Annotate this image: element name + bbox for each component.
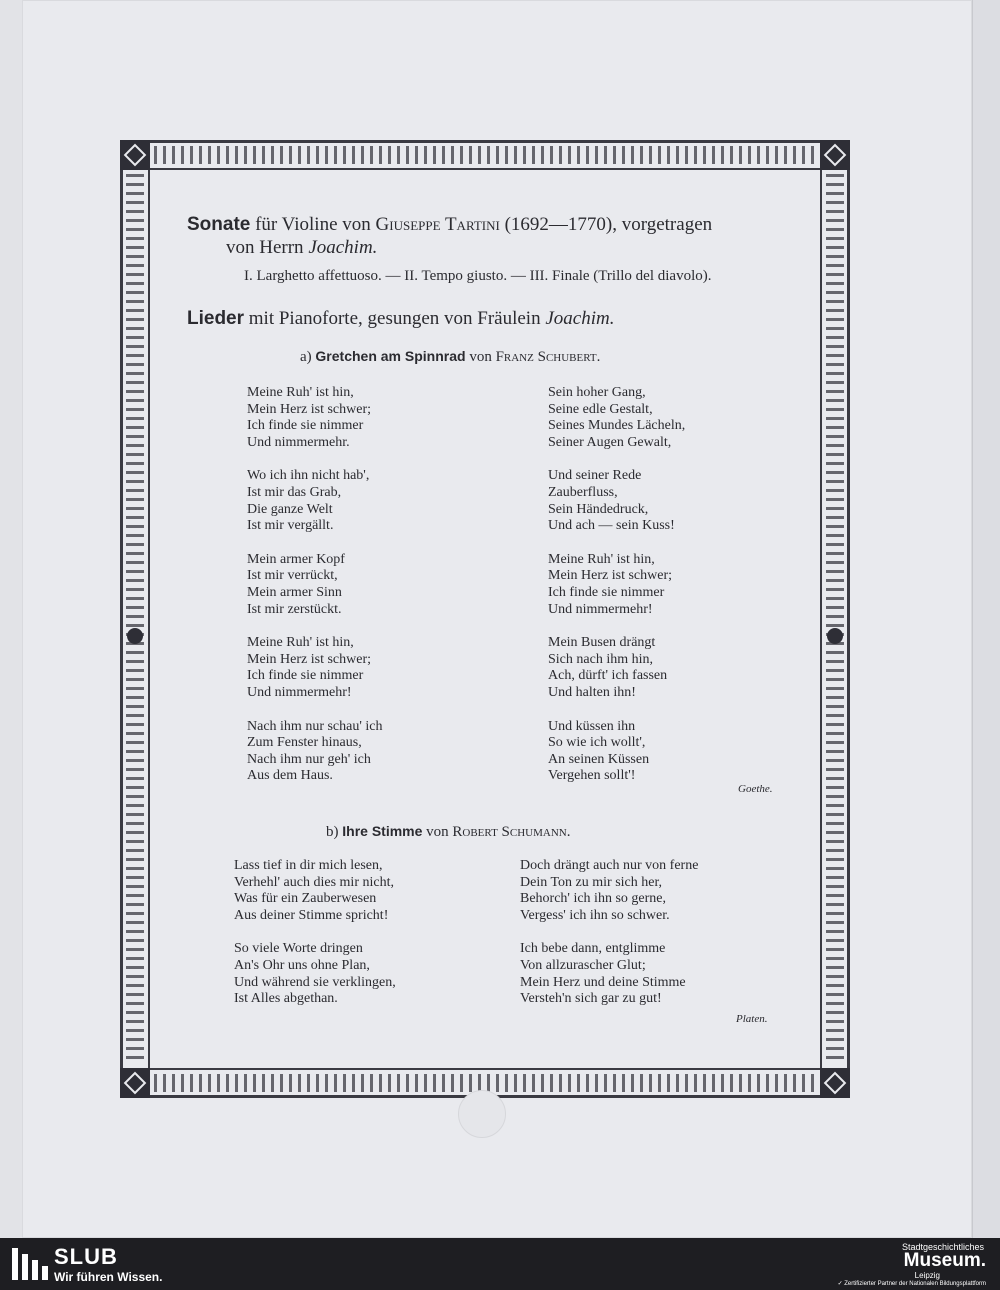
song-a-composer: Franz Schubert.: [495, 349, 601, 365]
verse-line: Und nimmermehr!: [247, 684, 352, 700]
sonate-label: Sonate: [187, 214, 251, 235]
museum-city: Leipzig: [914, 1271, 940, 1280]
embossed-stamp: [458, 1090, 506, 1138]
verse-line: Meine Ruh' ist hin,: [247, 635, 354, 651]
verse-line: Mein Herz ist schwer;: [548, 568, 673, 584]
verse-line: Und seiner Rede: [548, 468, 642, 484]
verse-line: Ist mir das Grab,: [247, 484, 342, 500]
verse-line: Ich bebe dann, entglimme: [520, 941, 666, 957]
lieder-label: Lieder: [187, 308, 245, 329]
sonate-text: für Violine von: [255, 214, 371, 235]
museum-name[interactable]: Museum.: [903, 1250, 986, 1271]
verse-line: Seine edle Gestalt,: [548, 401, 653, 417]
next-page-edge: [972, 0, 1000, 1238]
song-a-author: Goethe.: [738, 783, 773, 795]
verse-line: Sich nach ihm hin,: [548, 651, 653, 667]
verse-line: Und küssen ihn: [548, 718, 636, 734]
verse-line: Meine Ruh' ist hin,: [548, 551, 655, 567]
stanza: [548, 385, 685, 451]
verse-line: Lass tief in dir mich lesen,: [234, 858, 383, 873]
verse-line: Ich finde sie nimmer: [247, 418, 364, 434]
corner-ornament-icon: [820, 140, 850, 170]
sonate-performer: Joachim.: [308, 237, 378, 258]
verse-line: An seinen Küssen: [548, 751, 650, 767]
verse-line: Aus deiner Stimme spricht!: [234, 907, 389, 923]
song-b-left-column: [234, 858, 396, 1025]
library-tagline: Wir führen Wissen.: [54, 1270, 163, 1284]
verse-line: Meine Ruh' ist hin,: [247, 385, 354, 400]
song-b-composer: Robert Schumann.: [452, 824, 571, 840]
rosette-ornament-icon: [127, 628, 143, 644]
verse-line: So wie ich wollt',: [548, 735, 646, 751]
song-a-title: Gretchen am Spinnrad: [315, 348, 466, 364]
frame-band-top: [154, 146, 816, 164]
verse-line: Verhehl' auch dies mir nicht,: [234, 874, 394, 890]
verse-line: Behorch' ich ihn so gerne,: [520, 891, 666, 907]
verse-line: Und ach — sein Kuss!: [548, 518, 675, 534]
verse-line: Und während sie verklingen,: [234, 974, 396, 990]
stanza: [234, 858, 396, 924]
verse-line: Ist mir vergällt.: [247, 518, 334, 534]
library-name[interactable]: SLUB: [54, 1244, 118, 1269]
song-a-heading: [300, 348, 600, 366]
corner-ornament-icon: [120, 1068, 150, 1098]
verse-line: Und halten ihn!: [548, 684, 636, 700]
stanza: [548, 552, 685, 618]
stanza: [234, 941, 396, 1007]
sonate-composer: Giuseppe Tartini: [375, 214, 500, 235]
verse-line: Sein Händedruck,: [548, 501, 649, 517]
verse-line: Mein armer Sinn: [247, 584, 342, 600]
stanza: [247, 635, 382, 701]
verse-line: Vergehen sollt'!: [548, 768, 636, 784]
sonate-performer-line: [226, 237, 377, 259]
verse-line: Ist mir verrückt,: [247, 568, 338, 584]
verse-line: Und nimmermehr!: [548, 601, 653, 617]
song-a-von: von: [469, 349, 492, 365]
verse-line: Ist Alles abgethan.: [234, 991, 338, 1007]
verse-line: Mein Herz ist schwer;: [247, 401, 372, 417]
lieder-text: mit Pianoforte, gesungen von Fräulein: [248, 308, 541, 329]
song-a-prefix: a): [300, 349, 312, 365]
verse-line: Seiner Augen Gewalt,: [548, 434, 672, 450]
stanza: [247, 719, 382, 785]
lieder-heading: [187, 308, 614, 330]
sonate-heading: [187, 214, 712, 236]
stanza: [247, 552, 382, 618]
verse-line: Und nimmermehr.: [247, 434, 350, 450]
stanza: [548, 719, 685, 785]
verse-line: Ist mir zerstückt.: [247, 601, 342, 617]
verse-line: Was für ein Zauberwesen: [234, 891, 377, 907]
song-b-right-column: [520, 858, 698, 1025]
frame-band-right: [826, 174, 844, 1064]
sonate-performer-prefix: von Herrn: [226, 237, 304, 258]
song-a-right-column: [548, 385, 685, 802]
frame-band-left: [126, 174, 144, 1064]
stanza: [520, 858, 698, 924]
verse-line: Ach, dürft' ich fassen: [548, 668, 668, 684]
verse-line: Die ganze Welt: [247, 501, 333, 517]
verse-line: Zum Fenster hinaus,: [247, 735, 362, 751]
verse-line: Ich finde sie nimmer: [247, 668, 364, 684]
verse-line: Mein Busen drängt: [548, 635, 656, 651]
verse-line: An's Ohr uns ohne Plan,: [234, 957, 370, 973]
verse-line: Zauberfluss,: [548, 484, 618, 500]
sonate-movements: I. Larghetto affettuoso. — II. Tempo giusto. — III. Finale (Trillo del diavolo).: [244, 268, 712, 284]
verse-line: Doch drängt auch nur von ferne: [520, 858, 699, 873]
verse-line: Von allzurascher Glut;: [520, 957, 646, 973]
verse-line: Mein Herz und deine Stimme: [520, 974, 686, 990]
verse-line: Versteh'n sich gar zu gut!: [520, 991, 662, 1007]
verse-line: Mein armer Kopf: [247, 551, 345, 567]
song-b-title: Ihre Stimme: [342, 823, 423, 839]
verse-line: Nach ihm nur schau' ich: [247, 718, 383, 734]
verse-line: Aus dem Haus.: [247, 768, 333, 784]
stanza: [247, 385, 382, 451]
lieder-performer: Joachim.: [545, 308, 615, 329]
song-a-left-column: [247, 385, 382, 802]
stanza: [548, 468, 685, 534]
song-b-prefix: b): [326, 824, 339, 840]
stanza: [548, 635, 685, 701]
verse-line: Dein Ton zu mir sich her,: [520, 874, 663, 890]
rosette-ornament-icon: [827, 628, 843, 644]
sonate-dates: (1692—1770), vorgetragen: [504, 214, 713, 235]
verse-line: Vergess' ich ihn so schwer.: [520, 907, 670, 923]
verse-line: Ich finde sie nimmer: [548, 584, 665, 600]
verse-line: So viele Worte dringen: [234, 941, 363, 957]
stanza: [520, 941, 698, 1007]
museum-certification: ✓ Zertifizierter Partner der Nationalen Bildungsplattform: [837, 1281, 986, 1287]
corner-ornament-icon: [120, 140, 150, 170]
verse-line: Sein hoher Gang,: [548, 385, 646, 400]
stanza: [247, 468, 382, 534]
verse-line: Nach ihm nur geh' ich: [247, 751, 371, 767]
verse-line: Seines Mundes Lächeln,: [548, 418, 686, 434]
verse-line: Wo ich ihn nicht hab',: [247, 468, 370, 484]
corner-ornament-icon: [820, 1068, 850, 1098]
song-b-von: von: [426, 824, 449, 840]
song-b-heading: [326, 823, 570, 841]
slub-logo-icon[interactable]: [12, 1248, 48, 1280]
museum-prefix: Stadtgeschichtliches: [901, 1242, 984, 1252]
verse-line: Mein Herz ist schwer;: [247, 651, 372, 667]
footer-bar: [0, 1238, 1000, 1290]
song-b-author: Platen.: [736, 1013, 768, 1025]
